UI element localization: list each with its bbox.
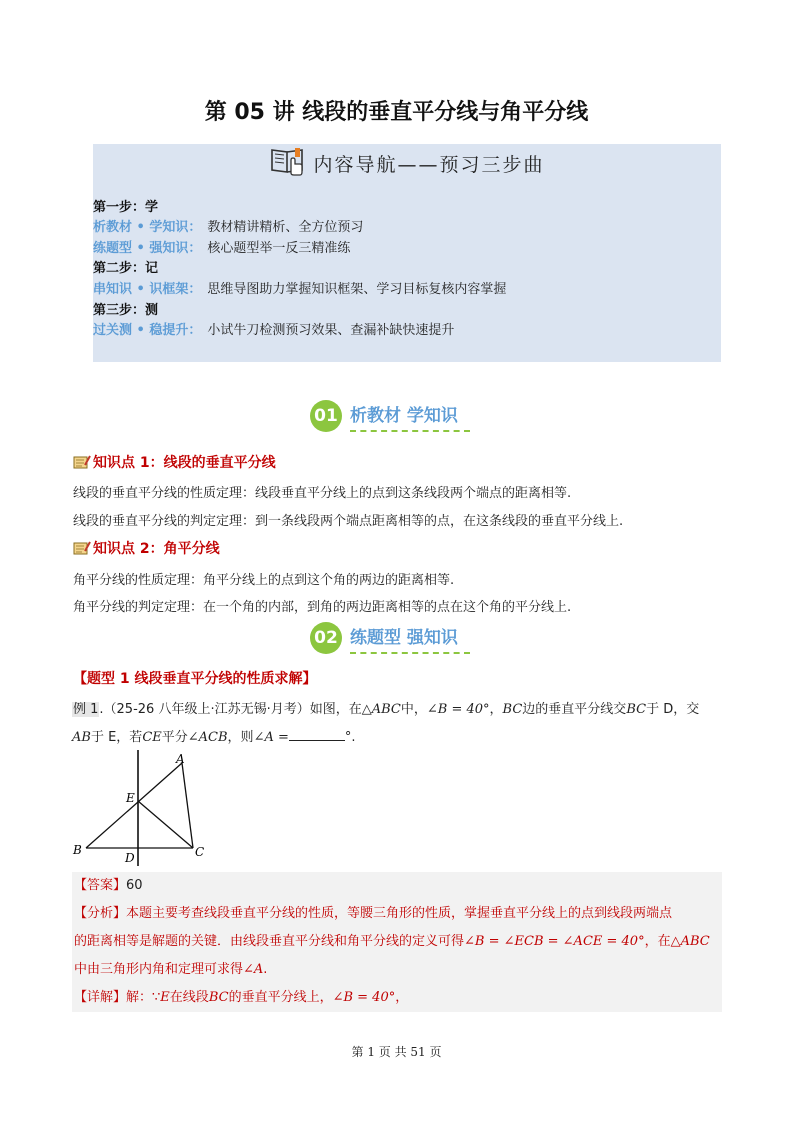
answer-box [72, 872, 722, 1012]
nav-item-test: 过关测 • 稳提升： 小试牛刀检测预习效果、查漏补缺快速提升 [93, 323, 455, 338]
detail-line: 【详解】解：∵E在线段BC的垂直平分线上，∠B = 40°， [74, 990, 409, 1005]
example-label: 例 1 [73, 702, 99, 717]
label-a: A [176, 752, 185, 766]
answer-line: 【答案】60 [74, 878, 143, 893]
nav-item-framework: 串知识 • 识框架： 思维导图助力掌握知识框架、学习目标复核内容掌握 [93, 282, 507, 297]
kp1-criterion-text: 线段的垂直平分线的判定定理：到一条线段两个端点距离相等的点，在这条线段的垂直平分线上. [73, 514, 624, 529]
page-footer: 第 1 页 共 51 页 [351, 1045, 442, 1059]
section-02-header [310, 621, 470, 655]
analysis-line-3: 中由三角形内角和定理可求得∠A. [74, 962, 268, 977]
knowledge-point-2-title: 知识点 2：角平分线 [73, 538, 220, 558]
example-line-1: 例 1.（25-26 八年级上·江苏无锡·月考）如图，在△ABC中，∠B = 40°，BC边的垂直平分线交BC于 D，交 [73, 702, 700, 717]
nav-step2-heading: 第二步：记 [93, 261, 159, 276]
page-title: 第 05 讲 线段的垂直平分线与角平分线 [204, 100, 589, 125]
section-label: 练题型 强知识 [350, 623, 470, 654]
analysis-line-1: 【分析】本题主要考查线段垂直平分线的性质，等腰三角形的性质，掌握垂直平分线上的点到线段两端点 [74, 906, 673, 921]
kp2-criterion-text: 角平分线的判定定理：在一个角的内部，到角的两边距离相等的点在这个角的平分线上. [73, 600, 572, 615]
example-1 [72, 696, 722, 752]
question-type-heading: 【题型 1 线段垂直平分线的性质求解】 [73, 671, 317, 687]
label-d: D [125, 851, 135, 865]
nav-step1-heading: 第一步：学 [93, 200, 159, 215]
nav-step3-heading: 第三步：测 [93, 303, 159, 318]
nav-item-study: 析教材 • 学知识： 教材精讲精析、全方位预习 [93, 220, 364, 235]
section-01-header [310, 399, 470, 433]
section-number: 02 [310, 622, 342, 654]
analysis-line-2: 的距离相等是解题的关键．由线段垂直平分线和角平分线的定义可得∠B = ∠ECB = ∠ACE = 40°，在△ABC [74, 934, 710, 949]
section-label: 析教材 学知识 [350, 401, 470, 432]
nav-header [93, 146, 721, 180]
answer-blank [289, 728, 345, 741]
section-number: 01 [310, 400, 342, 432]
kp2-property-text: 角平分线的性质定理：角平分线上的点到这个角的两边的距离相等. [73, 573, 455, 588]
nav-item-practice: 练题型 • 强知识： 核心题型举一反三精准练 [93, 241, 351, 256]
notebook-pencil-icon [73, 541, 91, 555]
label-b: B [73, 843, 82, 857]
triangle-figure [66, 750, 216, 870]
label-c: C [195, 845, 205, 859]
example-line-2: AB于 E，若CE平分∠ACB，则∠A = °. [72, 730, 356, 745]
label-e: E [126, 791, 135, 805]
nav-title: 内容导航——预习三步曲 [313, 153, 545, 176]
book-hand-icon [269, 146, 309, 180]
notebook-pencil-icon [73, 455, 91, 469]
kp1-property-text: 线段的垂直平分线的性质定理：线段垂直平分线上的点到这条线段两个端点的距离相等. [73, 486, 572, 501]
knowledge-point-1-title: 知识点 1：线段的垂直平分线 [73, 452, 276, 472]
